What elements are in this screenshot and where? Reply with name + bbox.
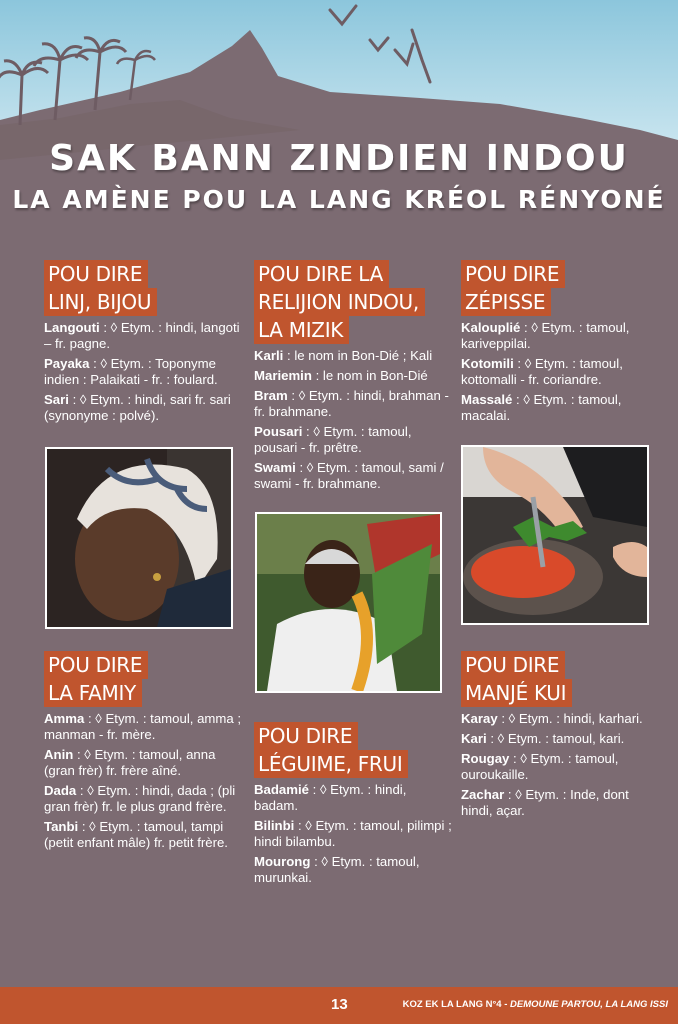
list-item: Amma : ◊ Etym. : tamoul, amma ; manman - fr. mère. <box>44 711 242 742</box>
list-item: Langouti : ◊ Etym. : hindi, langoti – fr. pagne. <box>44 320 240 351</box>
header-illustration <box>0 0 678 160</box>
section-leguime-frui <box>254 722 454 890</box>
list-item: Massalé : ◊ Etym. : tamoul, macalai. <box>461 392 622 423</box>
title-line-1: SAK BANN ZINDIEN INDOU <box>49 138 629 179</box>
page-number: 13 <box>331 996 348 1013</box>
section-heading: POU DIRE LINJ, BIJOU <box>44 260 244 316</box>
list-item: Badamié : ◊ Etym. : hindi, badam. <box>254 782 407 813</box>
list-item: Karay : ◊ Etym. : hindi, karhari. <box>461 711 643 726</box>
list-item: Bram : ◊ Etym. : hindi, brahman - fr. brahmane. <box>254 388 449 419</box>
page-footer <box>0 987 678 1024</box>
photo-spices-mortar <box>461 445 649 625</box>
list-item: Karli : le nom in Bon-Dié ; Kali <box>254 348 433 363</box>
list-item: Kari : ◊ Etym. : tamoul, kari. <box>461 731 625 746</box>
list-item: Dada : ◊ Etym. : hindi, dada ; (pli gran frèr) fr. le plus grand frère. <box>44 783 236 814</box>
list-item: Kotomili : ◊ Etym. : tamoul, kottomalli - fr. coriandre. <box>461 356 623 387</box>
section-linj-bijou <box>44 260 244 428</box>
section-heading: POU DIRE LA RELIJION INDOU, LA MIZIK <box>254 260 454 344</box>
title-line-2: LA AMÈNE POU LA LANG KRÉOL RÉNYONÉ <box>12 185 666 214</box>
list-item: Mariemin : le nom in Bon-Dié <box>254 368 428 383</box>
mortar-curry-leaves-icon <box>463 447 647 623</box>
list-item: Sari : ◊ Etym. : hindi, sari fr. sari (synonyme : polvé). <box>44 392 231 423</box>
list-item: Mourong : ◊ Etym. : tamoul, murunkai. <box>254 854 420 885</box>
photo-elderly-woman <box>45 447 233 629</box>
list-item: Bilinbi : ◊ Etym. : tamoul, pilimpi ; hindi bilambu. <box>254 818 452 849</box>
section-manje-kui <box>461 651 651 823</box>
section-heading: POU DIRE LÉGUIME, FRUI <box>254 722 454 778</box>
list-item: Rougay : ◊ Etym. : tamoul, ouroukaille. <box>461 751 619 782</box>
list-item: Payaka : ◊ Etym. : Toponyme indien : Palaikati - fr. : foulard. <box>44 356 218 387</box>
list-item: Zachar : ◊ Etym. : Inde, dont hindi, açar. <box>461 787 629 818</box>
section-zepisse <box>461 260 651 428</box>
list-item: Tanbi : ◊ Etym. : tamoul, tampi (petit enfant mâle) fr. petit frère. <box>44 819 228 850</box>
section-la-famiy <box>44 651 244 855</box>
photo-man-ceremony <box>255 512 442 693</box>
section-heading: POU DIRE ZÉPISSE <box>461 260 651 316</box>
woman-portrait-icon <box>47 449 231 627</box>
section-heading: POU DIRE MANJÉ KUI <box>461 651 651 707</box>
list-item: Swami : ◊ Etym. : tamoul, sami / swami - fr. brahmane. <box>254 460 444 491</box>
list-item: Pousari : ◊ Etym. : tamoul, pousari - fr. prêtre. <box>254 424 412 455</box>
list-item: Anin : ◊ Etym. : tamoul, anna (gran frèr) fr. frère aîné. <box>44 747 216 778</box>
page-title <box>0 138 678 214</box>
list-item: Kalouplié : ◊ Etym. : tamoul, kariveppilai. <box>461 320 630 351</box>
publication-title: KOZ EK LA LANG N°4 - DEMOUNE PARTOU, LA LANG ISSI <box>402 999 668 1010</box>
section-relijion-mizik <box>254 260 454 496</box>
section-heading: POU DIRE LA FAMIY <box>44 651 244 707</box>
man-portrait-icon <box>257 514 440 691</box>
